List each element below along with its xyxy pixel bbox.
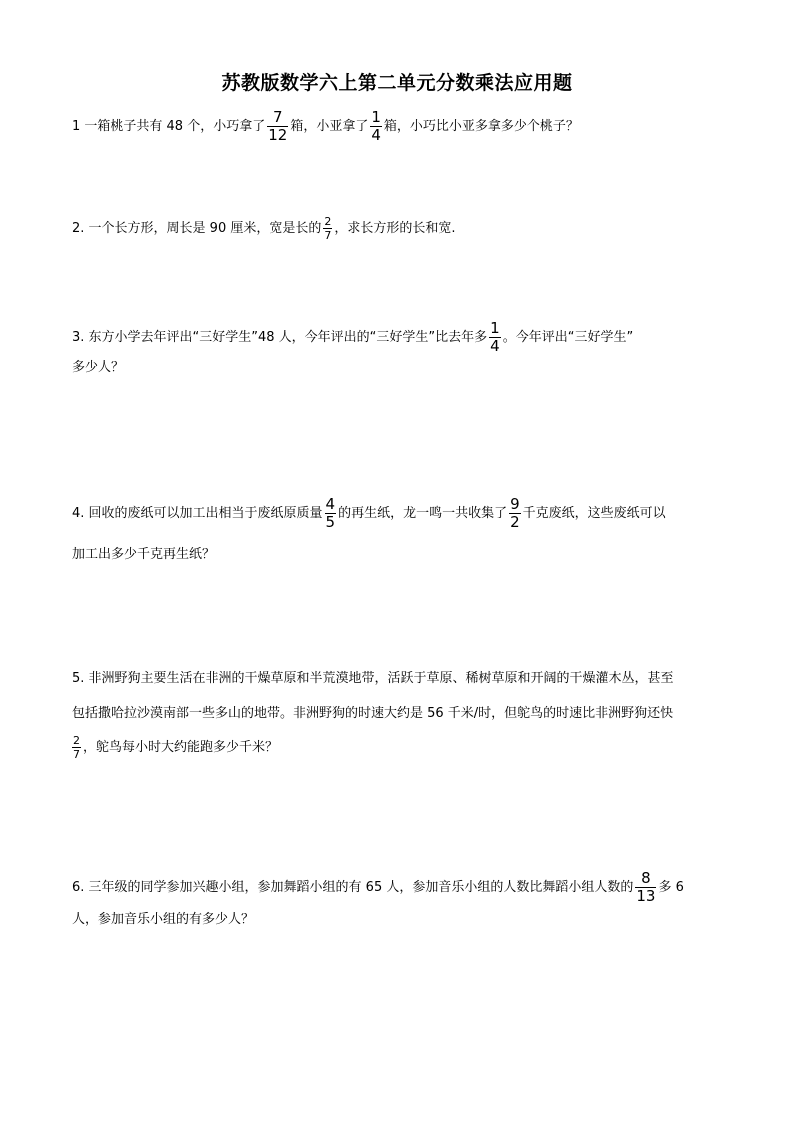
fraction-denominator: 12 [268, 126, 288, 144]
fraction [325, 497, 337, 530]
fraction-numerator: 4 [325, 495, 336, 513]
fraction-numerator: 2 [73, 734, 80, 747]
fraction-denominator: 7 [73, 748, 80, 761]
question-text: 4. 回收的废纸可以加工出相当于废纸原质量 [72, 506, 323, 521]
question-6 [72, 871, 684, 904]
fraction-denominator: 7 [324, 229, 332, 242]
fraction-numerator: 8 [635, 871, 656, 888]
question-5-line-3 [72, 735, 278, 760]
fraction [370, 110, 382, 143]
fraction [509, 497, 521, 530]
fraction-numerator: 1 [371, 108, 381, 126]
question-text: 多 6 [658, 880, 684, 895]
question-text: ，鸵鸟每小时大约能跑多少千米？ [83, 740, 279, 755]
question-text: 千克废纸，这些废纸可以 [522, 506, 666, 521]
question-4-line-2: 加工出多少千克再生纸？ [72, 547, 216, 562]
question-2 [72, 216, 455, 241]
question-5: 5. 非洲野狗主要生活在非洲的干燥草原和半荒漠地带，活跃于草原、稀树草原和开阔的干燥灌木丛，甚至 [72, 671, 674, 686]
question-3 [72, 321, 633, 354]
fraction-denominator: 2 [510, 513, 520, 531]
question-text: 3. 东方小学去年评出“三好学生”48 人，今年评出的“三好学生”比去年多 [72, 330, 488, 345]
fraction [267, 110, 288, 143]
question-text: 1 一箱桃子共有 48 个，小巧拿了 [72, 119, 266, 134]
question-text: 箱，小亚拿了 [290, 119, 369, 134]
fraction-denominator: 4 [490, 337, 500, 355]
question-text: 的再生纸，龙一鸣一共收集了 [338, 506, 508, 521]
question-text: 2. 一个长方形，周长是 90 厘米，宽是长的 [72, 221, 322, 236]
fraction-denominator: 4 [371, 126, 381, 144]
question-text: 6. 三年级的同学参加兴趣小组，参加舞蹈小组的有 65 人，参加音乐小组的人数比舞蹈小组人数的 [72, 880, 634, 895]
question-text: 。今年评出“三好学生” [502, 330, 634, 345]
fraction-denominator: 5 [325, 513, 336, 531]
fraction [323, 216, 332, 241]
fraction [72, 735, 81, 760]
fraction [635, 871, 656, 904]
question-1 [72, 110, 579, 143]
question-4 [72, 497, 666, 530]
question-text: 箱，小巧比小亚多拿多少个桃子？ [383, 119, 579, 134]
question-3-line-2: 多少人？ [72, 360, 125, 375]
fraction-numerator: 1 [490, 319, 500, 337]
fraction-denominator: 13 [636, 887, 656, 905]
fraction [489, 321, 501, 354]
fraction-numerator: 9 [510, 495, 520, 513]
question-6-line-2: 人，参加音乐小组的有多少人？ [72, 912, 255, 927]
fraction-numerator: 2 [324, 215, 332, 228]
question-text: ，求长方形的长和宽. [334, 221, 456, 236]
page-title: 苏教版数学六上第二单元分数乘法应用题 [221, 72, 573, 94]
question-5-line-2: 包括撒哈拉沙漠南部一些多山的地带。非洲野狗的时速大约是 56 千米/时，但鸵鸟的时速比非洲野狗还快 [72, 706, 674, 721]
fraction-numerator: 7 [267, 110, 288, 127]
